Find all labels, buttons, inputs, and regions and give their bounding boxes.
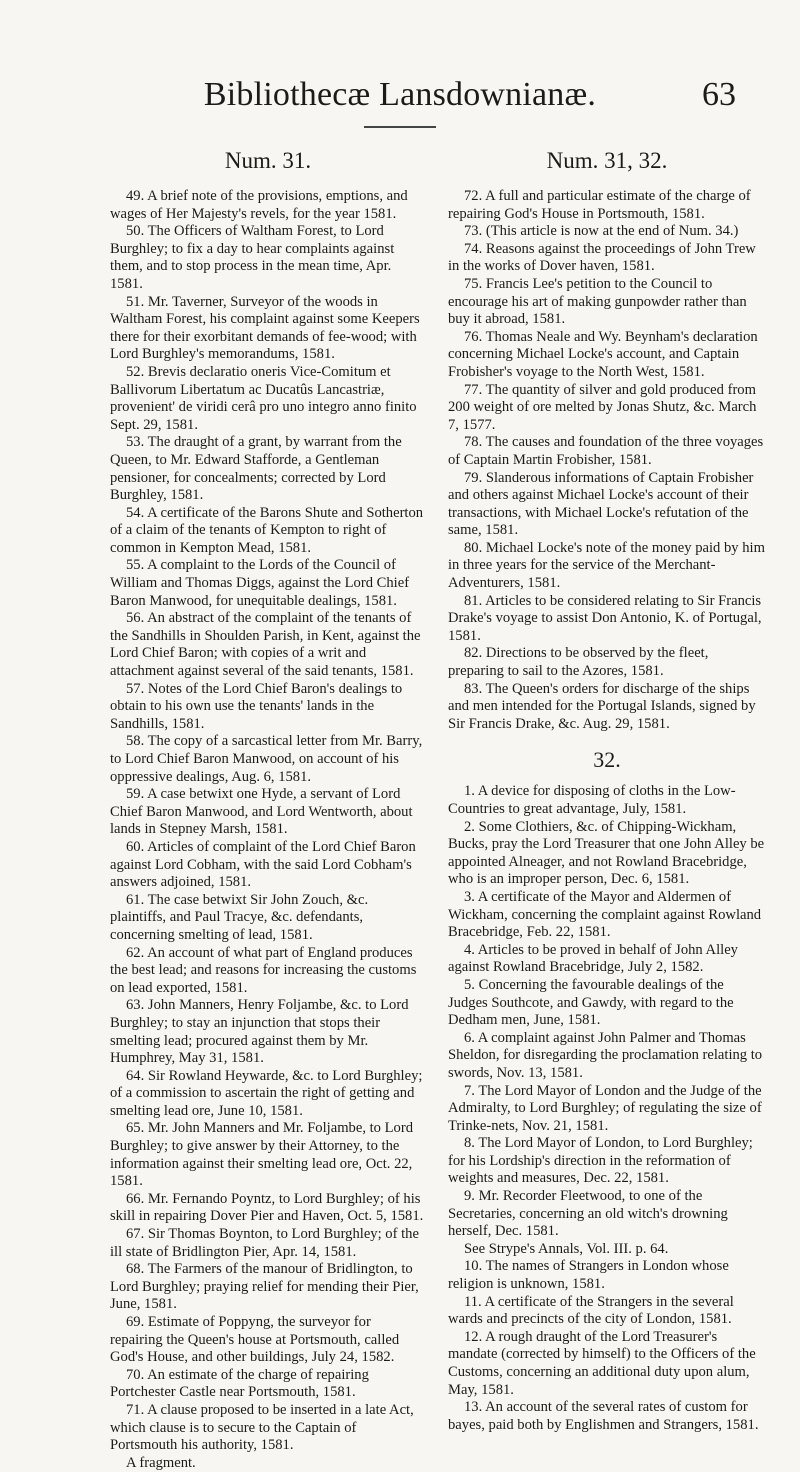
page-number: 63 (702, 76, 736, 113)
catalogue-entry: 4. Articles to be proved in behalf of John Alley against Rowland Bracebridge, July 2, 1582. (448, 941, 738, 976)
catalogue-entry: 7. The Lord Mayor of London and the Judge of the Admiralty, to Lord Burghley; of regulating the size of Trinke-nets, Nov. 21, 1581. (448, 1082, 762, 1134)
catalogue-entry: 68. The Farmers of the manour of Bridlington, to Lord Burghley; praying relief for mending their Pier, June, 1581. (110, 1261, 419, 1313)
catalogue-entry: 71. A clause proposed to be inserted in a late Act, which clause is to secure to the Captain of Portsmouth his authority, 1581. (110, 1401, 414, 1454)
catalogue-entry: 66. Mr. Fernando Poyntz, to Lord Burghley; of his skill in repairing Dover Pier and Haven, Oct. 5, 1581. (110, 1190, 424, 1225)
catalogue-entry: 61. The case betwixt Sir John Zouch, &c. plaintiffs, and Paul Tracye, &c. defendants, concerning smelting of lead, 1581. (110, 891, 369, 943)
right-column-heading: Num. 31, 32. (546, 148, 668, 173)
left-column-heading: Num. 31. (224, 148, 312, 173)
catalogue-entry: 83. The Queen's orders for discharge of the ships and men intended for the Portugal Islands, signed by Sir Francis Drake, &c. Aug. 29, 1581. (448, 680, 756, 732)
page-header (0, 0, 800, 120)
catalogue-entry: 60. Articles of complaint of the Lord Chief Baron against Lord Cobham, with the said Lord Cobham's answers adjoined, 1581. (110, 838, 416, 891)
catalogue-entry: 77. The quantity of silver and gold produced from 200 weight of ore melted by Jonas Shutz, &c. March 7, 1577. (448, 381, 757, 433)
catalogue-entry: 57. Notes of the Lord Chief Baron's dealings to obtain to his own use the tenants' lands in the Sandhills, 1581. (110, 680, 403, 732)
catalogue-entry: 72. A full and particular estimate of the charge of repairing God's House in Portsmouth, 1581. (448, 188, 751, 222)
catalogue-entry: 75. Francis Lee's petition to the Council to encourage his art of making gunpowder rather than buy it abroad, 1581. (448, 275, 747, 328)
catalogue-entry: 3. A certificate of the Mayor and Aldermen of Wickham, concerning the complaint against Rowland Bracebridge, Feb. 22, 1581. (448, 888, 762, 941)
catalogue-entry: 74. Reasons against the proceedings of John Trew in the works of Dover haven, 1581. (448, 240, 756, 275)
catalogue-entry: 55. A complaint to the Lords of the Council of William and Thomas Diggs, against the Lord Chief Baron Manwood, for unequitable dealings, 1581. (110, 557, 410, 609)
catalogue-entry: 5. Concerning the favourable dealings of the Judges Southcote, and Gawdy, with regard to the Dedham men, June, 1581. (448, 976, 734, 1029)
fragment-note: A fragment. (126, 1454, 196, 1471)
catalogue-entry: 62. An account of what part of England produces the best lead; and reasons for increasing the customs on lead exported, 1581. (110, 944, 417, 996)
section-heading-32: 32. (593, 747, 621, 773)
catalogue-entry: 10. The names of Strangers in London whose religion is unknown, 1581. (448, 1258, 729, 1293)
catalogue-entry: 80. Michael Locke's note of the money paid by him in three years for the service of the Merchant-Adventurers, 1581. (448, 539, 765, 592)
cross-reference-note: See Strype's Annals, Vol. III. p. 64. (464, 1240, 669, 1257)
catalogue-entry: 56. An abstract of the complaint of the tenants of the Sandhills in Shoulden Parish, in Kent, against the Lord Chief Baron; with copies of a writ and attachment against several of the said tenants, 1581. (110, 610, 421, 680)
running-title: Bibliothecæ Lansdownianæ. (203, 76, 597, 113)
catalogue-entry: 13. An account of the several rates of custom for bayes, paid both by Englishmen and Strangers, 1581. (448, 1399, 759, 1433)
catalogue-entry: 11. A certificate of the Strangers in the several wards and precincts of the city of London, 1581. (448, 1293, 734, 1328)
catalogue-entry: 2. Some Clothiers, &c. of Chipping-Wickham, Bucks, pray the Lord Treasurer that one John Alley be appointed Alneager, and not Rowland Bracebridge, who is an improper person, Dec. 6, 1581. (448, 818, 765, 888)
catalogue-entry: 82. Directions to be observed by the fleet, preparing to sail to the Azores, 1581. (448, 645, 709, 680)
catalogue-entry: 58. The copy of a sarcastical letter from Mr. Barry, to Lord Chief Baron Manwood, on account of his oppressive dealings, Aug. 6, 1581. (110, 733, 423, 785)
catalogue-entry: 53. The draught of a grant, by warrant from the Queen, to Mr. Edward Stafforde, a Gentleman pensioner, for concealments; corrected by Lord Burghley, 1581. (110, 434, 402, 504)
catalogue-entry: 81. Articles to be considered relating to Sir Francis Drake's voyage to assist Don Antonio, K. of Portugal, 1581. (448, 592, 762, 644)
right-column (448, 148, 766, 1434)
left-column (110, 148, 426, 1472)
catalogue-entry: 76. Thomas Neale and Wy. Beynham's declaration concerning Michael Locke's account, and Captain Frobisher's voyage to the North West, 1581. (448, 328, 758, 380)
catalogue-entry: 63. John Manners, Henry Foljambe, &c. to Lord Burghley; to stay an injunction that stops their smelting lead; procured against them by Mr. Humphrey, May 31, 1581. (110, 997, 409, 1067)
catalogue-entry: 64. Sir Rowland Heywarde, &c. to Lord Burghley; of a commission to ascertain the right of getting and smelting lead ore, June 10, 1581. (110, 1067, 423, 1119)
catalogue-entry: 70. An estimate of the charge of repairing Portchester Castle near Portsmouth, 1581. (110, 1366, 369, 1401)
catalogue-entry: 8. The Lord Mayor of London, to Lord Burghley; for his Lordship's direction in the reformation of weights and measures, Dec. 22, 1581. (448, 1135, 753, 1187)
catalogue-entry: 50. The Officers of Waltham Forest, to Lord Burghley; to fix a day to hear complaints against them, and to stop process in the mean time, Apr. 1581. (110, 223, 395, 292)
catalogue-entry: 73. (This article is now at the end of Num. 34.) (464, 223, 739, 240)
catalogue-entry: 9. Mr. Recorder Fleetwood, to one of the Secretaries, concerning an old witch's drowning herself, Dec. 1581. (448, 1188, 728, 1240)
catalogue-entry: 12. A rough draught of the Lord Treasurer's mandate (corrected by himself) to the Officers of the Customs, concerning an additional duty upon alum, May, 1581. (448, 1328, 756, 1398)
catalogue-entry: 6. A complaint against John Palmer and Thomas Sheldon, for disregarding the proclamation relating to swords, Nov. 13, 1581. (448, 1029, 763, 1081)
catalogue-entry: 49. A brief note of the provisions, emptions, and wages of Her Majesty's revels, for the year 1581. (110, 188, 408, 222)
catalogue-entry: 79. Slanderous informations of Captain Frobisher and others against Michael Locke's account of their transactions, with Michael Locke's refutation of the same, 1581. (448, 469, 754, 539)
catalogue-entry: 51. Mr. Taverner, Surveyor of the woods in Waltham Forest, his complaint against some Keepers there for their exorbitant demands of fee-wood; with Lord Burghley's memorandums, 1581. (110, 293, 420, 363)
header-rule (364, 126, 436, 128)
catalogue-entry: 78. The causes and foundation of the three voyages of Captain Martin Frobisher, 1581. (448, 434, 764, 468)
catalogue-entry: 69. Estimate of Poppyng, the surveyor for repairing the Queen's house at Portsmouth, called God's House, and other buildings, July 24, 1582. (110, 1314, 400, 1366)
catalogue-entry: 54. A certificate of the Barons Shute and Sotherton of a claim of the tenants of Kempton to right of common in Kempton Mead, 1581. (110, 504, 424, 556)
catalogue-entry: 1. A device for disposing of cloths in the Low-Countries to great advantage, July, 1581. (448, 783, 736, 817)
catalogue-entry: 65. Mr. John Manners and Mr. Foljambe, to Lord Burghley; to give answer by their Attorney, to the information against their smelting lead ore, Oct. 22, 1581. (110, 1120, 413, 1190)
catalogue-entry: 59. A case betwixt one Hyde, a servant of Lord Chief Baron Manwood, and Lord Wentworth, about lands in Stepney Marsh, 1581. (110, 786, 413, 838)
catalogue-entry: 52. Brevis declaratio oneris Vice-Comitum et Ballivorum Libertatum ac Ducatûs Lancastriæ, provenient' de viridi cerâ pro uno integro anno finito Sept. 29, 1581. (110, 363, 417, 433)
catalogue-entry: 67. Sir Thomas Boynton, to Lord Burghley; of the ill state of Bridlington Pier, Apr. 14, 1581. (110, 1226, 419, 1260)
